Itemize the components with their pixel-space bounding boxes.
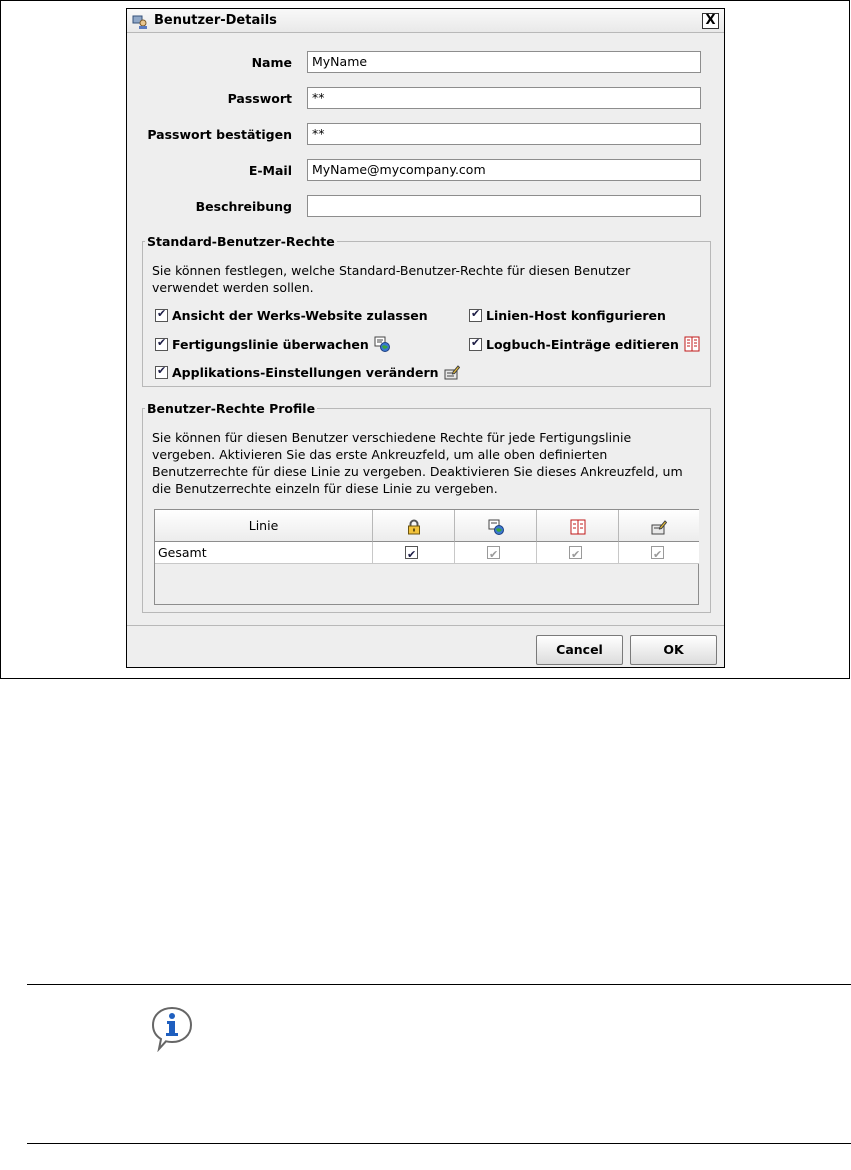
table-row-cell-settings[interactable] xyxy=(619,542,699,564)
rights-profiles-table xyxy=(154,509,699,605)
checkbox-monitor-line-label: Fertigungslinie überwachen xyxy=(172,336,369,352)
ok-button[interactable]: OK xyxy=(630,635,717,665)
profiles-description-1: Sie können für diesen Benutzer verschiedene Rechte für jede Fertigungslinie xyxy=(152,430,632,445)
logbook-icon xyxy=(570,519,586,535)
dialog-title: Benutzer-Details xyxy=(154,13,277,28)
profiles-description-3: Benutzerrechte für diese Linie zu vergeben. Deaktivieren Sie dieses Ankreuzfeld, um xyxy=(152,464,683,479)
lock-icon xyxy=(406,519,422,535)
edit-settings-icon xyxy=(651,519,667,535)
table-row-cell-logbook[interactable] xyxy=(537,542,619,564)
user-details-dialog xyxy=(126,8,725,668)
checkbox-logbook[interactable] xyxy=(469,336,700,352)
checkbox-checked-icon[interactable] xyxy=(155,366,168,379)
monitor-globe-icon xyxy=(488,519,504,535)
column-header-line[interactable]: Linie xyxy=(155,510,373,542)
checkbox-checked-icon[interactable] xyxy=(155,309,168,322)
email-input[interactable]: MyName@mycompany.com xyxy=(307,159,701,181)
standard-rights-description-1: Sie können festlegen, welche Standard-Benutzer-Rechte für diesen Benutzer xyxy=(152,263,631,278)
footer-divider xyxy=(127,625,724,626)
checkbox-checked-icon[interactable] xyxy=(155,338,168,351)
checkbox-plant-website[interactable] xyxy=(155,308,428,323)
checkbox-checked-icon[interactable] xyxy=(469,338,482,351)
description-label: Beschreibung xyxy=(195,199,292,214)
checkbox-checked-icon[interactable] xyxy=(405,546,418,559)
name-input[interactable]: MyName xyxy=(307,51,701,73)
note-top-divider xyxy=(27,984,851,985)
name-label: Name xyxy=(251,55,292,70)
checkbox-monitor-line[interactable] xyxy=(155,336,390,352)
close-button[interactable]: X xyxy=(702,13,719,29)
email-label: E-Mail xyxy=(248,163,292,178)
profiles-description-2: vergeben. Aktivieren Sie das erste Ankreuzfeld, um alle oben definierten xyxy=(152,447,608,462)
standard-rights-group xyxy=(142,234,711,387)
password-label: Passwort xyxy=(227,91,292,106)
column-header-settings[interactable] xyxy=(619,510,699,542)
checkbox-checked-disabled-icon xyxy=(651,546,664,559)
column-header-monitor[interactable] xyxy=(455,510,537,542)
edit-settings-icon xyxy=(444,364,460,380)
checkbox-logbook-label: Logbuch-Einträge editieren xyxy=(486,336,679,352)
standard-rights-legend: Standard-Benutzer-Rechte xyxy=(147,234,335,249)
standard-rights-description-2: verwendet werden sollen. xyxy=(152,280,314,295)
confirm-password-label: Passwort bestätigen xyxy=(147,127,292,142)
checkbox-app-settings-label: Applikations-Einstellungen verändern xyxy=(172,364,439,380)
checkbox-checked-disabled-icon xyxy=(569,546,582,559)
logbook-icon xyxy=(684,336,700,352)
checkbox-checked-disabled-icon xyxy=(487,546,500,559)
column-header-logbook[interactable] xyxy=(537,510,619,542)
table-row-cell-monitor[interactable] xyxy=(455,542,537,564)
profiles-description-4: die Benutzerrechte einzeln für diese Linie zu vergeben. xyxy=(152,481,498,496)
column-header-lock[interactable] xyxy=(373,510,455,542)
checkbox-plant-website-label: Ansicht der Werks-Website zulassen xyxy=(172,308,428,323)
password-input[interactable]: ** xyxy=(307,87,701,109)
table-row-cell-lock[interactable] xyxy=(373,542,455,564)
title-bar[interactable] xyxy=(127,9,724,33)
confirm-password-input[interactable]: ** xyxy=(307,123,701,145)
checkbox-checked-icon[interactable] xyxy=(469,309,482,322)
note-bottom-divider xyxy=(27,1143,851,1144)
rights-profiles-legend: Benutzer-Rechte Profile xyxy=(147,401,316,416)
description-input[interactable] xyxy=(307,195,701,217)
table-row-line-cell[interactable]: Gesamt xyxy=(155,542,373,564)
checkbox-app-settings[interactable] xyxy=(155,364,460,380)
info-icon xyxy=(151,1006,193,1052)
monitor-globe-icon xyxy=(374,336,390,352)
users-app-icon xyxy=(132,14,148,30)
checkbox-line-host-label: Linien-Host konfigurieren xyxy=(486,308,666,323)
checkbox-line-host[interactable] xyxy=(469,308,666,323)
cancel-button[interactable]: Cancel xyxy=(536,635,623,665)
